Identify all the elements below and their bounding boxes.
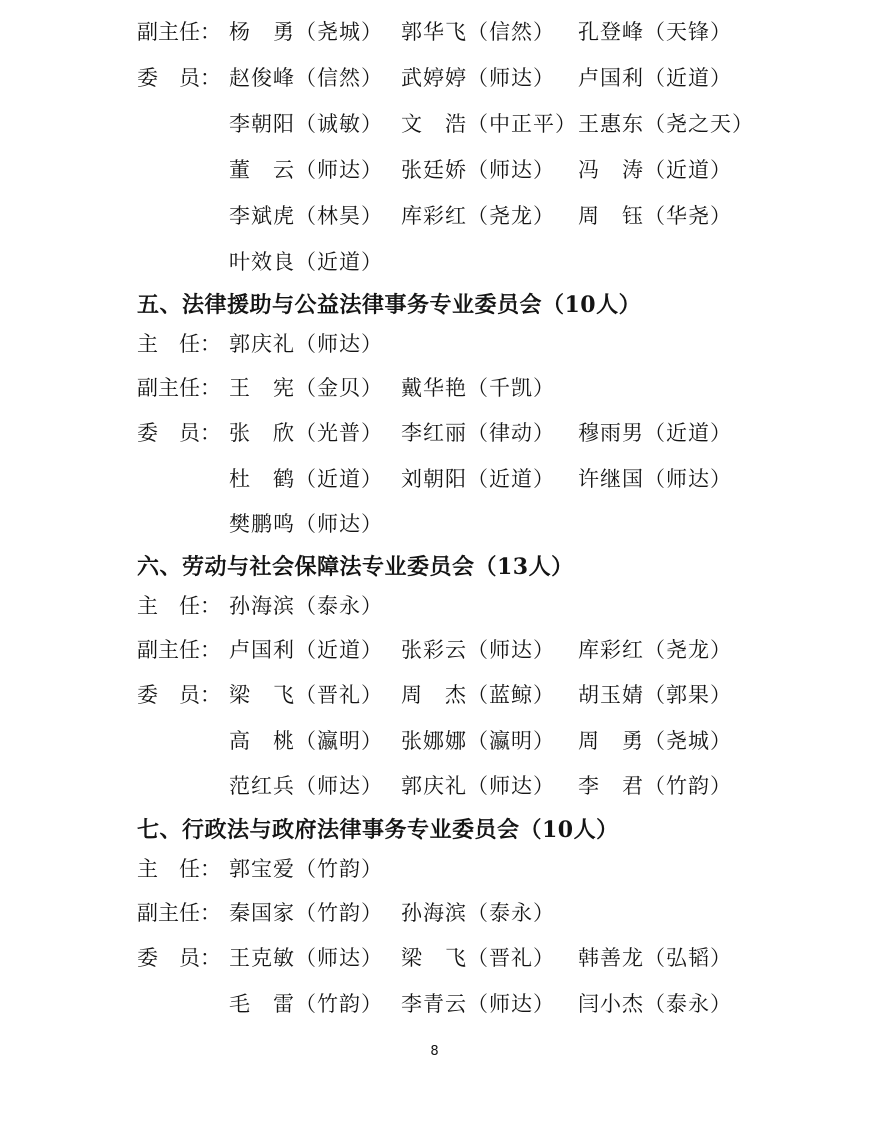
section-heading: 五、法律援助与公益法律事务专业委员会（10人）	[137, 292, 642, 318]
member-name: 卢国利（近道）	[578, 66, 732, 90]
member-name: 卢国利（近道）	[229, 638, 383, 662]
role-label: 委 员：	[137, 946, 221, 970]
member-row	[0, 724, 869, 758]
member-name: 郭华飞（信然）	[401, 20, 555, 44]
member-name: 李斌虎（林昊）	[229, 204, 383, 228]
member-name: 冯 涛（近道）	[578, 158, 732, 182]
member-name: 王 宪（金贝）	[229, 376, 383, 400]
member-row	[0, 153, 869, 187]
vice-chair-row	[0, 633, 869, 667]
member-name: 闫小杰（泰永）	[578, 992, 732, 1016]
member-row	[0, 987, 869, 1021]
member-row	[0, 416, 869, 450]
member-name: 孙海滨（泰永）	[401, 901, 555, 925]
role-label: 副主任：	[137, 638, 221, 662]
role-label: 主 任：	[137, 857, 221, 881]
role-label: 委 员：	[137, 683, 221, 707]
chair-row	[0, 589, 869, 623]
member-name: 王克敏（师达）	[229, 946, 383, 970]
role-label: 委 员：	[137, 421, 221, 445]
member-name: 周 杰（蓝鲸）	[401, 683, 555, 707]
member-name: 郭宝爱（竹韵）	[229, 857, 383, 881]
member-name: 梁 飞（晋礼）	[401, 946, 555, 970]
member-name: 郭庆礼（师达）	[229, 332, 383, 356]
member-name: 郭庆礼（师达）	[401, 774, 555, 798]
member-name: 樊鹏鸣（师达）	[229, 512, 383, 536]
member-row	[0, 507, 869, 541]
member-name: 梁 飞（晋礼）	[229, 683, 383, 707]
member-name: 范红兵（师达）	[229, 774, 383, 798]
member-name: 李红丽（律动）	[401, 421, 555, 445]
chair-row	[0, 327, 869, 361]
member-name: 张彩云（师达）	[401, 638, 555, 662]
member-row	[0, 941, 869, 975]
member-name: 张娜娜（瀛明）	[401, 729, 555, 753]
section-heading: 六、劳动与社会保障法专业委员会（13人）	[137, 554, 574, 580]
member-name: 穆雨男（近道）	[578, 421, 732, 445]
member-row	[0, 678, 869, 712]
member-name: 孙海滨（泰永）	[229, 594, 383, 618]
member-name: 张廷娇（师达）	[401, 158, 555, 182]
member-row	[0, 769, 869, 803]
member-row	[0, 245, 869, 279]
member-name: 杨 勇（尧城）	[229, 20, 383, 44]
member-row	[0, 107, 869, 141]
member-name: 高 桃（瀛明）	[229, 729, 383, 753]
member-name: 韩善龙（弘韬）	[578, 946, 732, 970]
member-name: 库彩红（尧龙）	[578, 638, 732, 662]
role-label: 委 员：	[137, 66, 221, 90]
member-name: 王惠东（尧之天）	[578, 112, 754, 136]
member-name: 戴华艳（千凯）	[401, 376, 555, 400]
vice-chair-row	[0, 896, 869, 930]
page-number: 8	[430, 1044, 439, 1059]
role-label: 主 任：	[137, 594, 221, 618]
member-row	[0, 462, 869, 496]
role-label: 主 任：	[137, 332, 221, 356]
role-label: 副主任：	[137, 901, 221, 925]
member-name: 赵俊峰（信然）	[229, 66, 383, 90]
member-name: 杜 鹤（近道）	[229, 467, 383, 491]
member-name: 库彩红（尧龙）	[401, 204, 555, 228]
member-name: 许继国（师达）	[578, 467, 732, 491]
member-name: 张 欣（光普）	[229, 421, 383, 445]
vice-chair-row	[0, 15, 869, 49]
role-label: 副主任：	[137, 376, 221, 400]
role-label: 副主任：	[137, 20, 221, 44]
member-name: 董 云（师达）	[229, 158, 383, 182]
member-name: 武婷婷（师达）	[401, 66, 555, 90]
member-name: 文 浩（中正平）	[401, 112, 577, 136]
member-name: 叶效良（近道）	[229, 250, 383, 274]
member-name: 秦国家（竹韵）	[229, 901, 383, 925]
member-row	[0, 61, 869, 95]
member-row	[0, 199, 869, 233]
member-name: 李 君（竹韵）	[578, 774, 732, 798]
member-name: 毛 雷（竹韵）	[229, 992, 383, 1016]
member-name: 李青云（师达）	[401, 992, 555, 1016]
member-name: 胡玉婧（郭果）	[578, 683, 732, 707]
section-heading: 七、行政法与政府法律事务专业委员会（10人）	[137, 817, 619, 843]
chair-row	[0, 852, 869, 886]
member-name: 孔登峰（天锋）	[578, 20, 732, 44]
vice-chair-row	[0, 371, 869, 405]
member-name: 周 钰（华尧）	[578, 204, 732, 228]
member-name: 李朝阳（诚敏）	[229, 112, 383, 136]
member-name: 周 勇（尧城）	[578, 729, 732, 753]
member-name: 刘朝阳（近道）	[401, 467, 555, 491]
